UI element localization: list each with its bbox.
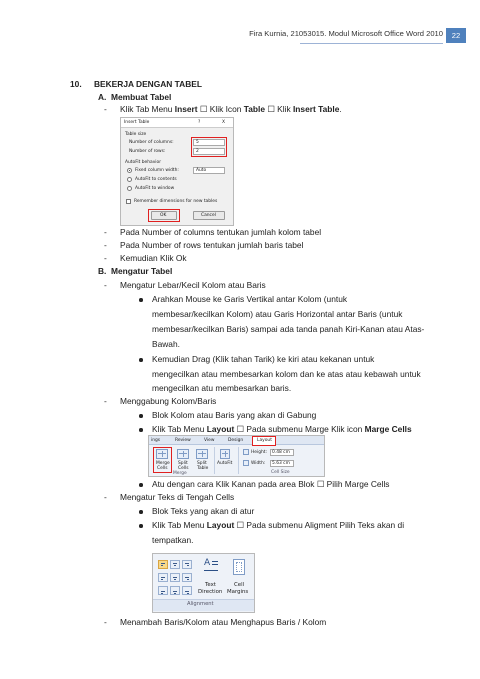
list-dash: - [104, 240, 107, 250]
align-bottom-center-button[interactable] [170, 586, 180, 595]
item-merge-title: Menggabung Kolom/Baris [120, 396, 217, 406]
merge-cells-label-2: Cells [157, 466, 168, 471]
align-center-right-button[interactable] [182, 573, 192, 582]
list-dash: - [104, 104, 107, 114]
bullet [139, 483, 143, 487]
split-cells-icon[interactable] [177, 449, 189, 459]
width-value: 5.63 cm [272, 461, 290, 466]
list-dash: - [104, 227, 107, 237]
cell-margins-icon[interactable] [233, 559, 245, 575]
merge-text: ☐ Pada submenu Marge Klik icon [234, 424, 365, 434]
subsection-a-title: Membuat Tabel [111, 92, 172, 102]
align-top-right-button[interactable] [182, 560, 192, 569]
dialog-help-icon[interactable]: ? [198, 120, 201, 125]
step-text: ☐ Klik [265, 104, 293, 114]
resize-bullet2-line2: mengecilkan atau membesarkan kolom dan ke atas atau kebawah untuk [152, 369, 421, 379]
highlight-merge-cells [153, 447, 172, 473]
rows-value: 2 [196, 149, 199, 154]
align-bottom-right-button[interactable] [182, 586, 192, 595]
align-top-left-button[interactable] [158, 560, 168, 569]
step-text: . [339, 104, 342, 114]
page-header [0, 28, 480, 44]
list-dash: - [104, 280, 107, 290]
group-cell-size-label: Cell Size [271, 470, 290, 475]
fixed-width-select[interactable] [193, 167, 225, 174]
bullet [139, 428, 143, 432]
split-cells-label-1: Split [178, 461, 188, 466]
ok-label: OK [160, 213, 167, 218]
bullet [139, 510, 143, 514]
step-text: ☐ Klik Icon [197, 104, 244, 114]
width-label: Width: [251, 461, 266, 466]
step-insert-table [120, 104, 342, 115]
group-divider [214, 447, 215, 474]
group-divider [238, 447, 239, 474]
split-table-icon[interactable] [196, 449, 208, 459]
autofit-label: AutoFit behavior [125, 160, 162, 165]
fixed-width-radio[interactable] [127, 168, 132, 173]
remember-label: Remember dimensions for new tables [134, 199, 218, 204]
step-rows: Pada Number of rows tentukan jumlah baris tabel [120, 240, 304, 250]
subsection-b-letter: B. [98, 266, 107, 276]
split-table-label-2: Table [197, 466, 209, 471]
step-click-ok: Kemudian Klik Ok [120, 253, 187, 263]
list-dash: - [104, 617, 107, 627]
width-icon [243, 460, 249, 466]
resize-bullet1-line3: membesar/kecilkan Baris) sampai ada tanda panah Kiri-Kanan atau Atas- [152, 324, 425, 334]
list-dash: - [104, 253, 107, 263]
tab-layout-label: Layout [257, 438, 272, 443]
tab-layout[interactable] [252, 436, 276, 446]
cancel-label: Cancel [201, 213, 216, 218]
merge-bullet3: Atu dengan cara Klik Kanan pada area Blok ☐ Pilih Marge Cells [152, 479, 390, 489]
step-bold-table: Table [243, 104, 265, 114]
section-number: 10. [70, 79, 82, 89]
height-label: Height: [251, 450, 267, 455]
list-dash: - [104, 396, 107, 406]
remember-checkbox[interactable] [126, 199, 131, 204]
subsection-b-title: Mengatur Tabel [111, 266, 173, 276]
center-bold-layout: Layout [206, 520, 235, 530]
tab-mailings[interactable]: ings [151, 438, 161, 443]
header-text: Fira Kurnia, 21053015. Modul Microsoft Office Word 2010 [249, 29, 443, 38]
autofit-label: AutoFit [217, 461, 233, 466]
resize-bullet2-line1: Kemudian Drag (Klik tahan Tarik) ke kiri atau kekanan untuk [152, 354, 375, 364]
columns-value: 5 [196, 140, 199, 145]
columns-label: Number of columns: [129, 140, 174, 145]
item-center-title: Mengatur Teks di Tengah Cells [120, 492, 235, 502]
step-text: Klik Tab Menu [120, 104, 175, 114]
resize-bullet1-line4: Bawah. [152, 339, 180, 349]
merge-bullet2 [152, 424, 412, 435]
section-title: BEKERJA DENGAN TABEL [94, 79, 202, 89]
insert-table-dialog [120, 117, 234, 226]
rows-label: Number of rows: [129, 149, 166, 154]
page-number: 22 [446, 28, 466, 43]
ribbon-merge-screenshot [148, 435, 325, 477]
cancel-button[interactable] [193, 211, 225, 220]
center-bullet1: Blok Teks yang akan di atur [152, 506, 255, 516]
fixed-width-value: Auto [196, 168, 207, 173]
merge-bold-layout: Layout [206, 424, 235, 434]
highlight-ok-button [148, 209, 180, 222]
merge-text: Klik Tab Menu [152, 424, 207, 434]
align-bottom-left-button[interactable] [158, 586, 168, 595]
center-bullet2 [152, 520, 404, 531]
list-dash: - [104, 492, 107, 502]
autofit-window-label: AutoFit to window [135, 186, 175, 191]
tab-design[interactable]: Design [228, 438, 244, 443]
group-merge-label: Merge [173, 471, 187, 476]
item-resize-title: Mengatur Lebar/Kecil Kolom atau Baris [120, 280, 266, 290]
height-value: 0.48 cm [272, 450, 290, 455]
merge-cells-label-1: Merge [156, 461, 170, 466]
resize-bullet1-line1: Arahkan Mouse ke Garis Vertikal antar Kolom (untuk [152, 294, 348, 304]
autofit-icon[interactable] [220, 449, 230, 459]
autofit-contents-label: AutoFit to contents [135, 177, 177, 182]
align-top-center-button[interactable] [170, 560, 180, 569]
autofit-contents-radio[interactable] [127, 177, 132, 182]
merge-bold-marge-cells: Marge Cells [364, 424, 412, 434]
cell-margins-label-2: Margins [227, 589, 249, 595]
header-rule [300, 43, 443, 44]
table-size-label: Table size [125, 132, 147, 137]
bullet [139, 414, 143, 418]
align-center-left-button[interactable] [158, 573, 168, 582]
width-input[interactable] [270, 460, 294, 467]
height-icon [243, 449, 249, 455]
subsection-a-letter: A. [98, 92, 107, 102]
step-columns: Pada Number of columns tentukan jumlah kolom tabel [120, 227, 322, 237]
text-direction-label-1: Text [205, 582, 216, 588]
text-direction-icon[interactable]: A [203, 558, 219, 574]
resize-bullet1-line2: membesar/kecilkan Kolom) atau Garis Horizontal antar Baris (untuk [152, 309, 403, 319]
group-alignment-label: Alignment [187, 601, 214, 607]
cell-margins-label-1: Cell [234, 582, 245, 588]
align-center-button[interactable] [170, 573, 180, 582]
bullet [139, 298, 143, 302]
text-direction-label-2: Direction [198, 589, 223, 595]
dialog-close-icon[interactable]: X [222, 120, 226, 125]
height-input[interactable] [270, 449, 294, 456]
bullet [139, 524, 143, 528]
tab-view[interactable]: View [204, 438, 215, 443]
step-bold-insert: Insert [174, 104, 198, 114]
item-add-remove-title: Menambah Baris/Kolom atau Menghapus Baris / Kolom [120, 617, 327, 627]
center-text: ☐ Pada submenu Aligment Pilih Teks akan di [234, 520, 405, 530]
bullet [139, 358, 143, 362]
dialog-title: Insert Table [124, 120, 150, 125]
split-cells-label-2: Cells [178, 466, 189, 471]
center-text: Klik Tab Menu [152, 520, 207, 530]
ribbon-alignment-screenshot [152, 553, 255, 613]
center-bullet2-line2: tempatkan. [152, 535, 194, 545]
autofit-window-radio[interactable] [127, 186, 132, 191]
highlight-size-fields [191, 137, 227, 157]
tab-review[interactable]: Review [175, 438, 191, 443]
split-table-label-1: Split [197, 461, 207, 466]
resize-bullet2-line3: mengecilkan atu membesarkan baris. [152, 383, 292, 393]
step-bold-insert-table: Insert Table [292, 104, 340, 114]
merge-bullet1: Blok Kolom atau Baris yang akan di Gabung [152, 410, 317, 420]
fixed-width-label: Fixed column width: [135, 168, 179, 173]
